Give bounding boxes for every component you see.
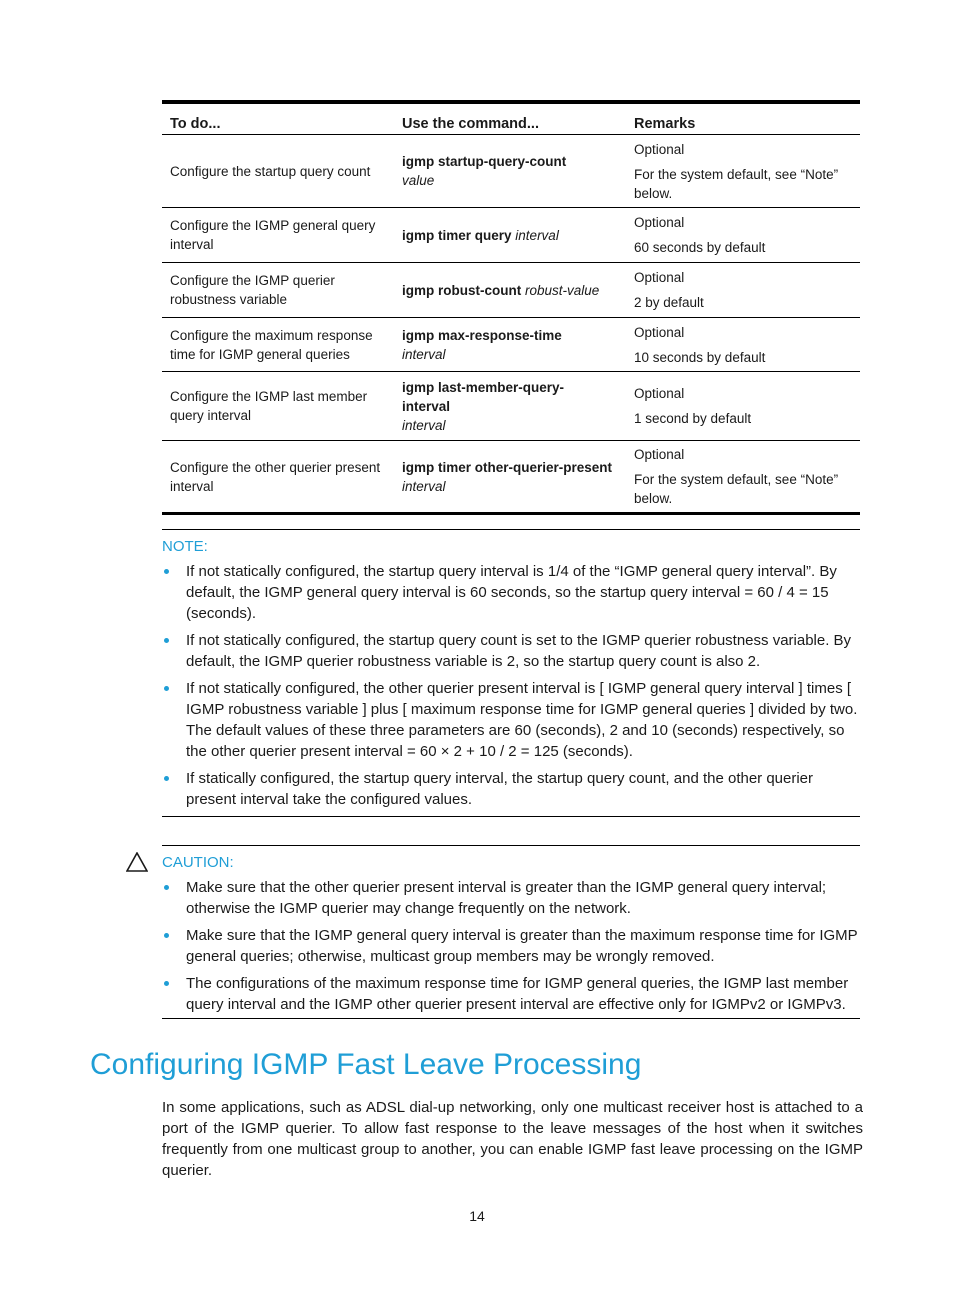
remark-optional: Optional (634, 141, 685, 157)
todo-cell: Configure the IGMP last member query interval (162, 372, 394, 441)
list-item (162, 561, 860, 624)
header-command: Use the command... (394, 102, 626, 135)
command-argument: interval (402, 478, 446, 494)
list-item (162, 973, 860, 1015)
remark-detail: 60 seconds by default (634, 240, 766, 255)
page-number: 14 (469, 1208, 485, 1224)
caution-text: Make sure that the IGMP general query interval is greater than the maximum response time for IGMP general queries; otherwise, multicast group members may be wrongly removed. (186, 927, 858, 965)
command-argument: interval (402, 346, 446, 362)
command-table (162, 100, 860, 515)
bullet-icon (164, 686, 169, 691)
bullet-icon (164, 885, 169, 890)
note-text: If not statically configured, the startup query interval is 1/4 of the “IGMP general query interval”. By default, the IGMP general query interval is 60 seconds, so the startup query interval = 60 / 4 = 15 (seconds). (186, 563, 837, 622)
remarks-cell (626, 208, 860, 263)
remark-optional: Optional (634, 447, 685, 462)
todo-cell: Configure the IGMP querier robustness variable (162, 263, 394, 318)
remarks-cell (626, 135, 860, 208)
caution-list (162, 877, 860, 1015)
remarks-cell (626, 318, 860, 372)
command-argument: value (402, 173, 435, 188)
todo-cell: Configure the IGMP general query interval (162, 208, 394, 263)
remarks-cell (626, 441, 860, 514)
note-text: If not statically configured, the startup query count is set to the IGMP querier robustness variable. By default, the IGMP querier robustness variable is 2, so the startup query count is also 2. (186, 632, 852, 670)
remark-optional: Optional (634, 215, 685, 230)
table-row (162, 263, 860, 318)
command-keyword: igmp last-member-query-interval (402, 379, 565, 414)
table-row (162, 372, 860, 441)
caution-icon (126, 852, 148, 872)
command-cell (394, 441, 626, 514)
header-todo: To do... (162, 102, 394, 135)
remark-detail: For the system default, see “Note” below. (634, 472, 839, 506)
command-cell (394, 135, 626, 208)
section-body: In some applications, such as ADSL dial-up networking, only one multicast receiver host is attached to a port of the IGMP querier. To allow fast response to the leave messages of the host when it switches frequently from one multicast group to another, you can enable IGMP fast leave processing on the IGMP querier. (162, 1099, 863, 1179)
command-argument: robust-value (525, 282, 600, 298)
remark-optional: Optional (634, 386, 685, 401)
command-argument: interval (402, 417, 446, 433)
list-item (162, 768, 860, 810)
command-cell (394, 208, 626, 263)
command-argument: interval (515, 227, 559, 243)
list-item (162, 877, 860, 919)
remark-detail: 2 by default (634, 295, 704, 310)
command-keyword: igmp robust-count (402, 282, 522, 298)
remark-optional: Optional (634, 270, 685, 285)
caution-text: The configurations of the maximum response time for IGMP general queries, the IGMP last member query interval and the IGMP other querier present interval are effective only for IGMPv2 or IGMPv3. (186, 975, 849, 1013)
table-row (162, 208, 860, 263)
header-remarks: Remarks (626, 102, 860, 135)
command-cell (394, 263, 626, 318)
note-list (162, 561, 860, 810)
table-row (162, 441, 860, 514)
list-item (162, 925, 860, 967)
note-text: If statically configured, the startup query interval, the startup query count, and the other querier present interval take the configured values. (186, 770, 814, 808)
table-header-row (162, 102, 860, 135)
todo-cell: Configure the maximum response time for IGMP general queries (162, 318, 394, 372)
note-title: NOTE: (162, 538, 208, 555)
command-keyword: igmp timer other-querier-present (402, 459, 613, 475)
bullet-icon (164, 638, 169, 643)
caution-title: CAUTION: (162, 854, 234, 871)
remarks-cell (626, 372, 860, 441)
bullet-icon (164, 569, 169, 574)
command-keyword: igmp max-response-time (402, 327, 562, 343)
table-row (162, 135, 860, 208)
list-item (162, 630, 860, 672)
command-keyword: igmp startup-query-count (402, 154, 567, 169)
remark-detail: 10 seconds by default (634, 349, 766, 365)
bullet-icon (164, 981, 169, 986)
command-cell (394, 318, 626, 372)
command-cell (394, 372, 626, 441)
bullet-icon (164, 776, 169, 781)
todo-cell: Configure the startup query count (162, 135, 394, 208)
list-item (162, 678, 860, 762)
remarks-cell (626, 263, 860, 318)
table-row (162, 318, 860, 372)
remark-optional: Optional (634, 324, 685, 340)
section-title: Configuring IGMP Fast Leave Processing (90, 1048, 642, 1081)
command-keyword: igmp timer query (402, 227, 512, 243)
note-box (162, 529, 860, 817)
caution-box (162, 845, 860, 1019)
caution-text: Make sure that the other querier present interval is greater than the IGMP general query interval; otherwise the IGMP querier may change frequently on the network. (186, 879, 827, 917)
todo-cell: Configure the other querier present interval (170, 459, 381, 494)
remark-detail: For the system default, see “Note” below. (634, 166, 839, 201)
remark-detail: 1 second by default (634, 411, 752, 426)
bullet-icon (164, 933, 169, 938)
note-text: If not statically configured, the other querier present interval is [ IGMP general query interval ] times [ IGMP robustness variable ] plus [ maximum response time for IGMP general queries ] divided by two. The default values of these three parameters are 60 (seconds), 2 and 10 (seconds) respectively, so the other querier present interval = 60 × 2 + 10 / 2 = 125 (seconds). (186, 680, 858, 760)
